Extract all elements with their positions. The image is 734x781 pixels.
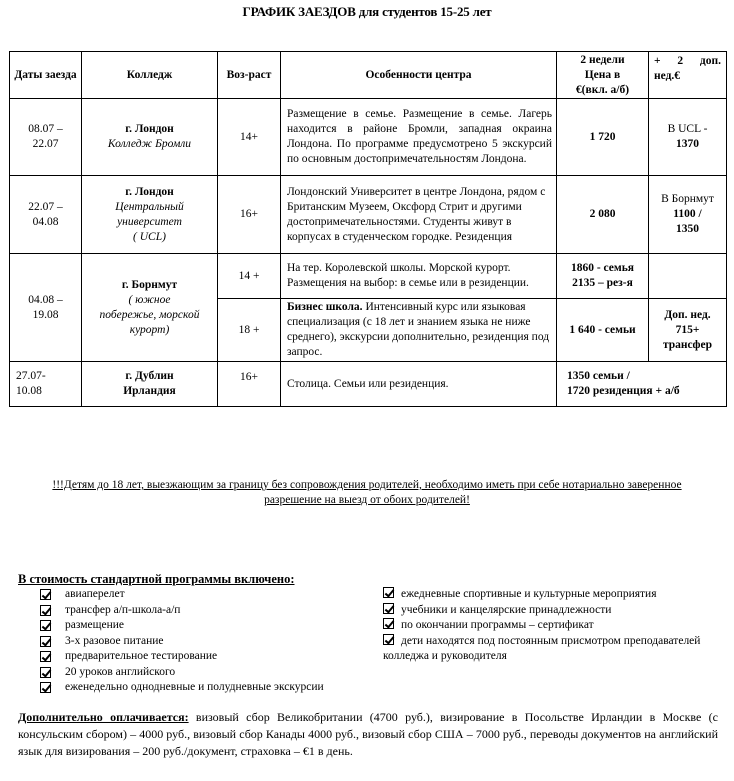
schedule-table xyxy=(9,51,727,407)
features-text: Интенсивный курс или языковая специализация (с 18 лет и знанием языка не ниже среднего), экскурсии дополнительно, резиденция под запрос. xyxy=(287,301,550,358)
college-name-line: ( UCL) xyxy=(133,230,166,243)
date-start: 04.08 – xyxy=(28,293,63,306)
extra-value: 1350 xyxy=(676,223,699,235)
checkbox-checked-icon xyxy=(383,603,394,614)
extra-value: 715+ xyxy=(675,323,700,336)
list-item xyxy=(40,680,324,696)
country: Ирландия xyxy=(123,385,176,397)
table-header-row xyxy=(10,52,727,99)
list-item-label: по окончании программы – сертификат xyxy=(401,619,594,631)
extra-value: 1370 xyxy=(676,138,699,150)
city: г. Лондон xyxy=(125,123,174,135)
city: г. Борнмут xyxy=(121,278,178,291)
list-item-label: учебники и канцелярские принадлежности xyxy=(401,603,612,616)
date-end: 04.08 xyxy=(32,215,59,228)
dates-cell xyxy=(10,99,82,176)
list-item-label: предварительное тестирование xyxy=(65,650,218,662)
features-cell: Размещение в семье. Размещение в семье. Лагерь находится в районе Бромли, западная окраина Лондона. По программе предусмотрено 5 экскурсий по основным достопримечательностям Лондона. xyxy=(281,99,557,176)
list-item-label: ежедневные спортивные и культурные мероприятия xyxy=(401,588,657,600)
price-cell: 2 080 xyxy=(557,176,649,254)
price-line: 2135 – рез-я xyxy=(572,277,633,289)
date-start: 08.07 – xyxy=(28,123,63,135)
age-cell: 16+ xyxy=(218,176,281,254)
price-line: 1860 - семья xyxy=(570,262,635,274)
city: г. Лондон xyxy=(125,185,174,198)
price-cell xyxy=(557,254,649,299)
age-cell: 14 + xyxy=(218,254,281,299)
college-cell xyxy=(82,362,218,407)
features-highlight: Бизнес школа. xyxy=(287,301,363,313)
header-age: Воз-раст xyxy=(218,52,281,99)
extra-line: трансфер xyxy=(663,338,712,351)
included-list-right xyxy=(383,587,728,665)
checkbox-checked-icon xyxy=(383,587,394,598)
list-item xyxy=(40,649,324,665)
table-row xyxy=(10,176,727,254)
college-name-line: курорт) xyxy=(129,323,170,336)
header-dates: Даты заезда xyxy=(10,52,82,99)
list-item-label: дети находятся под постоянным присмотром преподавателей колледжа и руководителя xyxy=(383,634,701,662)
city: г. Дублин xyxy=(125,370,174,382)
list-item xyxy=(40,665,324,681)
list-item-label: 20 уроков английского xyxy=(65,665,176,678)
list-item-label: авиаперелет xyxy=(65,588,125,600)
list-item xyxy=(383,603,728,619)
dates-cell xyxy=(10,362,82,407)
dates-cell xyxy=(10,254,82,362)
college-cell xyxy=(82,176,218,254)
checkbox-checked-icon xyxy=(40,667,51,678)
list-item-label: размещение xyxy=(65,619,124,631)
college-name-line: побережье, морской xyxy=(99,308,200,321)
header-extra-line1: + 2 доп. xyxy=(654,55,721,67)
features-cell: На тер. Королевской школы. Морской курорт. Размещения на выбор: в семье или в резиденции. xyxy=(281,254,557,299)
header-price-line2: Цена в xyxy=(584,68,621,81)
features-cell xyxy=(281,299,557,362)
list-item xyxy=(40,603,324,619)
extra-costs-text: визовый сбор Великобритании (4700 руб.), визирование в Посольстве Ирландии в Москве (с консульским сбором) – 4000 руб., визовый сбор Канады 4000 руб., визовый сбор США – 7000 руб., переводы документов на английский язык для визирования – 200 руб./документ, страховка – €1 в день. xyxy=(18,710,718,758)
age-cell: 16+ xyxy=(218,362,281,407)
date-end: 19.08 xyxy=(32,308,59,321)
checkbox-checked-icon xyxy=(40,636,51,647)
parental-consent-warning: !!!Детям до 18 лет, выезжающим за границу без сопровождения родителей, необходимо иметь при себе нотариально заверенное разрешение на выезд от обоих родителей! xyxy=(52,479,682,506)
extra-cell xyxy=(649,176,727,254)
checkbox-checked-icon xyxy=(40,589,51,600)
table-row xyxy=(10,99,727,176)
extra-line: В UCL - xyxy=(667,123,708,135)
list-item xyxy=(40,618,324,634)
dates-cell xyxy=(10,176,82,254)
list-item xyxy=(383,587,728,603)
extra-line: Доп. нед. xyxy=(664,308,711,321)
header-price-line3: €(вкл. а/б) xyxy=(575,83,630,96)
features-cell: Столица. Семьи или резиденция. xyxy=(281,362,557,407)
header-price xyxy=(557,52,649,99)
college-cell xyxy=(82,254,218,362)
price-line: 1350 семьи / xyxy=(567,370,630,382)
price-cell: 1 720 xyxy=(557,99,649,176)
checkbox-checked-icon xyxy=(40,682,51,693)
age-cell: 18 + xyxy=(218,299,281,362)
price-cell: 1 640 - семьи xyxy=(557,299,649,362)
extra-line: В Борнмут xyxy=(661,193,714,205)
checkbox-checked-icon xyxy=(383,634,394,645)
included-list-left xyxy=(40,587,324,696)
header-college: Колледж xyxy=(82,52,218,99)
date-end: 22.07 xyxy=(32,138,59,150)
price-line: 1720 резиденция + а/б xyxy=(567,385,680,397)
age-cell: 14+ xyxy=(218,99,281,176)
extra-costs-label: Дополнительно оплачивается: xyxy=(18,710,189,724)
list-item xyxy=(40,634,324,650)
checkbox-checked-icon xyxy=(40,605,51,616)
header-extra-weeks xyxy=(649,52,727,99)
checkbox-checked-icon xyxy=(40,651,51,662)
checkbox-checked-icon xyxy=(40,620,51,631)
list-item-label: 3-х разовое питание xyxy=(65,634,164,647)
price-cell xyxy=(557,362,727,407)
extra-value: 1100 / xyxy=(673,208,702,220)
header-features: Особенности центра xyxy=(281,52,557,99)
list-item xyxy=(383,618,728,634)
included-title: В стоимость стандартной программы включено: xyxy=(18,572,295,586)
features-cell: Лондонский Университет в центре Лондона, рядом с Британским Музеем, Оксфорд Стрит и другими достопримечательностями. Студенты живут в корпусах в студенческом городке. Резиденция xyxy=(281,176,557,254)
header-price-line1: 2 недели xyxy=(580,53,625,66)
college-cell xyxy=(82,99,218,176)
table-row xyxy=(10,254,727,299)
college-name-line: университет xyxy=(117,215,182,228)
extra-cell xyxy=(649,99,727,176)
date-end: 10.08 xyxy=(16,385,42,397)
header-extra-line2: нед.€ xyxy=(654,70,681,82)
extra-cell xyxy=(649,254,727,299)
extra-cell xyxy=(649,299,727,362)
college-name-line: ( южное xyxy=(128,293,171,306)
checkbox-checked-icon xyxy=(383,618,394,629)
extra-costs xyxy=(18,709,718,760)
list-item-label: трансфер а/п-школа-а/п xyxy=(65,603,181,616)
page-title: ГРАФИК ЗАЕЗДОВ для студентов 15-25 лет xyxy=(242,4,492,19)
college-name-line: Центральный xyxy=(115,200,184,213)
date-start: 27.07- xyxy=(16,370,46,382)
date-start: 22.07 – xyxy=(28,200,63,213)
college-name: Колледж Бромли xyxy=(107,138,192,150)
list-item-label: еженедельно однодневные и полудневные экскурсии xyxy=(65,681,324,693)
table-row xyxy=(10,362,727,407)
list-item xyxy=(40,587,324,603)
list-item xyxy=(383,634,728,665)
